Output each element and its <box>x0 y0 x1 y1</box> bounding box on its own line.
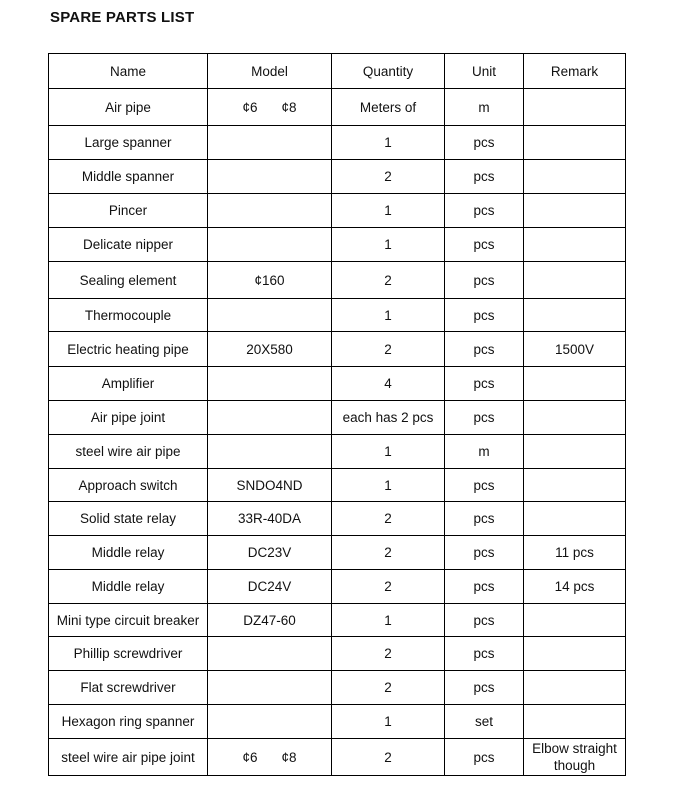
cell-model <box>208 367 332 401</box>
cell-unit: pcs <box>445 570 524 604</box>
cell-remark <box>524 705 626 739</box>
cell-name: Electric heating pipe <box>49 332 208 367</box>
table-header-row <box>49 54 626 89</box>
header-name: Name <box>49 54 208 89</box>
cell-name: Middle relay <box>49 570 208 604</box>
cell-remark: 14 pcs <box>524 570 626 604</box>
cell-remark <box>524 89 626 126</box>
cell-name: Thermocouple <box>49 299 208 332</box>
cell-name: steel wire air pipe <box>49 435 208 469</box>
cell-unit: pcs <box>445 637 524 671</box>
header-unit: Unit <box>445 54 524 89</box>
table-row <box>49 194 626 228</box>
cell-model: 20X580 <box>208 332 332 367</box>
cell-quantity: each has 2 pcs <box>332 401 445 435</box>
cell-unit: pcs <box>445 228 524 262</box>
cell-remark <box>524 604 626 637</box>
cell-name: Sealing element <box>49 262 208 299</box>
cell-unit: pcs <box>445 469 524 502</box>
cell-remark <box>524 194 626 228</box>
cell-unit: pcs <box>445 604 524 637</box>
cell-quantity: 2 <box>332 570 445 604</box>
cell-remark <box>524 671 626 705</box>
cell-remark <box>524 126 626 160</box>
table-row <box>49 637 626 671</box>
cell-unit: pcs <box>445 299 524 332</box>
table-row <box>49 367 626 401</box>
table-row <box>49 299 626 332</box>
cell-remark <box>524 299 626 332</box>
cell-quantity: 1 <box>332 126 445 160</box>
cell-name: Middle relay <box>49 536 208 570</box>
cell-name: Middle spanner <box>49 160 208 194</box>
cell-name: Flat screwdriver <box>49 671 208 705</box>
cell-model <box>208 194 332 228</box>
table-row <box>49 536 626 570</box>
cell-model: DC23V <box>208 536 332 570</box>
cell-unit: pcs <box>445 332 524 367</box>
cell-unit: pcs <box>445 502 524 536</box>
cell-model <box>208 401 332 435</box>
table-row <box>49 705 626 739</box>
cell-quantity: 2 <box>332 536 445 570</box>
cell-remark <box>524 637 626 671</box>
cell-model: ¢160 <box>208 262 332 299</box>
model-value: ¢8 <box>281 99 297 115</box>
cell-name: Air pipe <box>49 89 208 126</box>
cell-unit: pcs <box>445 262 524 299</box>
table-row <box>49 89 626 126</box>
model-value: ¢6 <box>242 749 258 765</box>
cell-quantity: 1 <box>332 469 445 502</box>
cell-unit: pcs <box>445 194 524 228</box>
cell-model <box>208 126 332 160</box>
cell-name: Phillip screwdriver <box>49 637 208 671</box>
table-row <box>49 160 626 194</box>
cell-model <box>208 299 332 332</box>
table-row <box>49 435 626 469</box>
cell-remark <box>524 502 626 536</box>
cell-quantity: 2 <box>332 739 445 776</box>
cell-remark <box>524 435 626 469</box>
cell-unit: pcs <box>445 401 524 435</box>
cell-quantity: 1 <box>332 228 445 262</box>
cell-quantity: 1 <box>332 299 445 332</box>
table-row <box>49 126 626 160</box>
model-value: ¢6 <box>242 99 258 115</box>
cell-remark <box>524 262 626 299</box>
cell-remark <box>524 401 626 435</box>
cell-unit: m <box>445 435 524 469</box>
table-row <box>49 570 626 604</box>
cell-name: steel wire air pipe joint <box>49 739 208 776</box>
cell-quantity: 2 <box>332 637 445 671</box>
cell-model: 33R-40DA <box>208 502 332 536</box>
cell-unit: pcs <box>445 739 524 776</box>
cell-quantity: 1 <box>332 705 445 739</box>
table-row <box>49 739 626 776</box>
table-row <box>49 332 626 367</box>
cell-remark <box>524 228 626 262</box>
cell-quantity: 1 <box>332 604 445 637</box>
table-row <box>49 469 626 502</box>
header-remark: Remark <box>524 54 626 89</box>
table-row <box>49 502 626 536</box>
cell-unit: pcs <box>445 160 524 194</box>
cell-quantity: Meters of <box>332 89 445 126</box>
cell-model <box>208 435 332 469</box>
table-row <box>49 228 626 262</box>
cell-quantity: 4 <box>332 367 445 401</box>
cell-model <box>208 739 332 776</box>
cell-quantity: 1 <box>332 194 445 228</box>
cell-model <box>208 705 332 739</box>
header-model: Model <box>208 54 332 89</box>
cell-remark <box>524 469 626 502</box>
cell-model <box>208 228 332 262</box>
spare-parts-table <box>48 53 626 776</box>
cell-model: DZ47-60 <box>208 604 332 637</box>
cell-model <box>208 160 332 194</box>
cell-name: Approach switch <box>49 469 208 502</box>
cell-remark: 11 pcs <box>524 536 626 570</box>
cell-unit: pcs <box>445 671 524 705</box>
cell-remark: 1500V <box>524 332 626 367</box>
cell-name: Air pipe joint <box>49 401 208 435</box>
cell-model: DC24V <box>208 570 332 604</box>
cell-quantity: 2 <box>332 160 445 194</box>
cell-model: SNDO4ND <box>208 469 332 502</box>
cell-name: Pincer <box>49 194 208 228</box>
table-row <box>49 401 626 435</box>
cell-remark <box>524 367 626 401</box>
cell-quantity: 2 <box>332 671 445 705</box>
cell-unit: pcs <box>445 367 524 401</box>
cell-quantity: 2 <box>332 262 445 299</box>
header-quantity: Quantity <box>332 54 445 89</box>
cell-name: Solid state relay <box>49 502 208 536</box>
cell-quantity: 2 <box>332 332 445 367</box>
page-title: SPARE PARTS LIST <box>50 9 195 26</box>
cell-remark: Elbow straight though <box>524 739 626 776</box>
cell-name: Hexagon ring spanner <box>49 705 208 739</box>
table-row <box>49 671 626 705</box>
cell-name: Amplifier <box>49 367 208 401</box>
cell-name: Mini type circuit breaker <box>49 604 208 637</box>
cell-remark <box>524 160 626 194</box>
cell-quantity: 2 <box>332 502 445 536</box>
cell-unit: set <box>445 705 524 739</box>
cell-model <box>208 637 332 671</box>
cell-unit: m <box>445 89 524 126</box>
table-row <box>49 604 626 637</box>
cell-model <box>208 671 332 705</box>
cell-model <box>208 89 332 126</box>
cell-unit: pcs <box>445 126 524 160</box>
model-value: ¢8 <box>281 749 297 765</box>
cell-name: Delicate nipper <box>49 228 208 262</box>
cell-unit: pcs <box>445 536 524 570</box>
cell-quantity: 1 <box>332 435 445 469</box>
table-row <box>49 262 626 299</box>
cell-name: Large spanner <box>49 126 208 160</box>
